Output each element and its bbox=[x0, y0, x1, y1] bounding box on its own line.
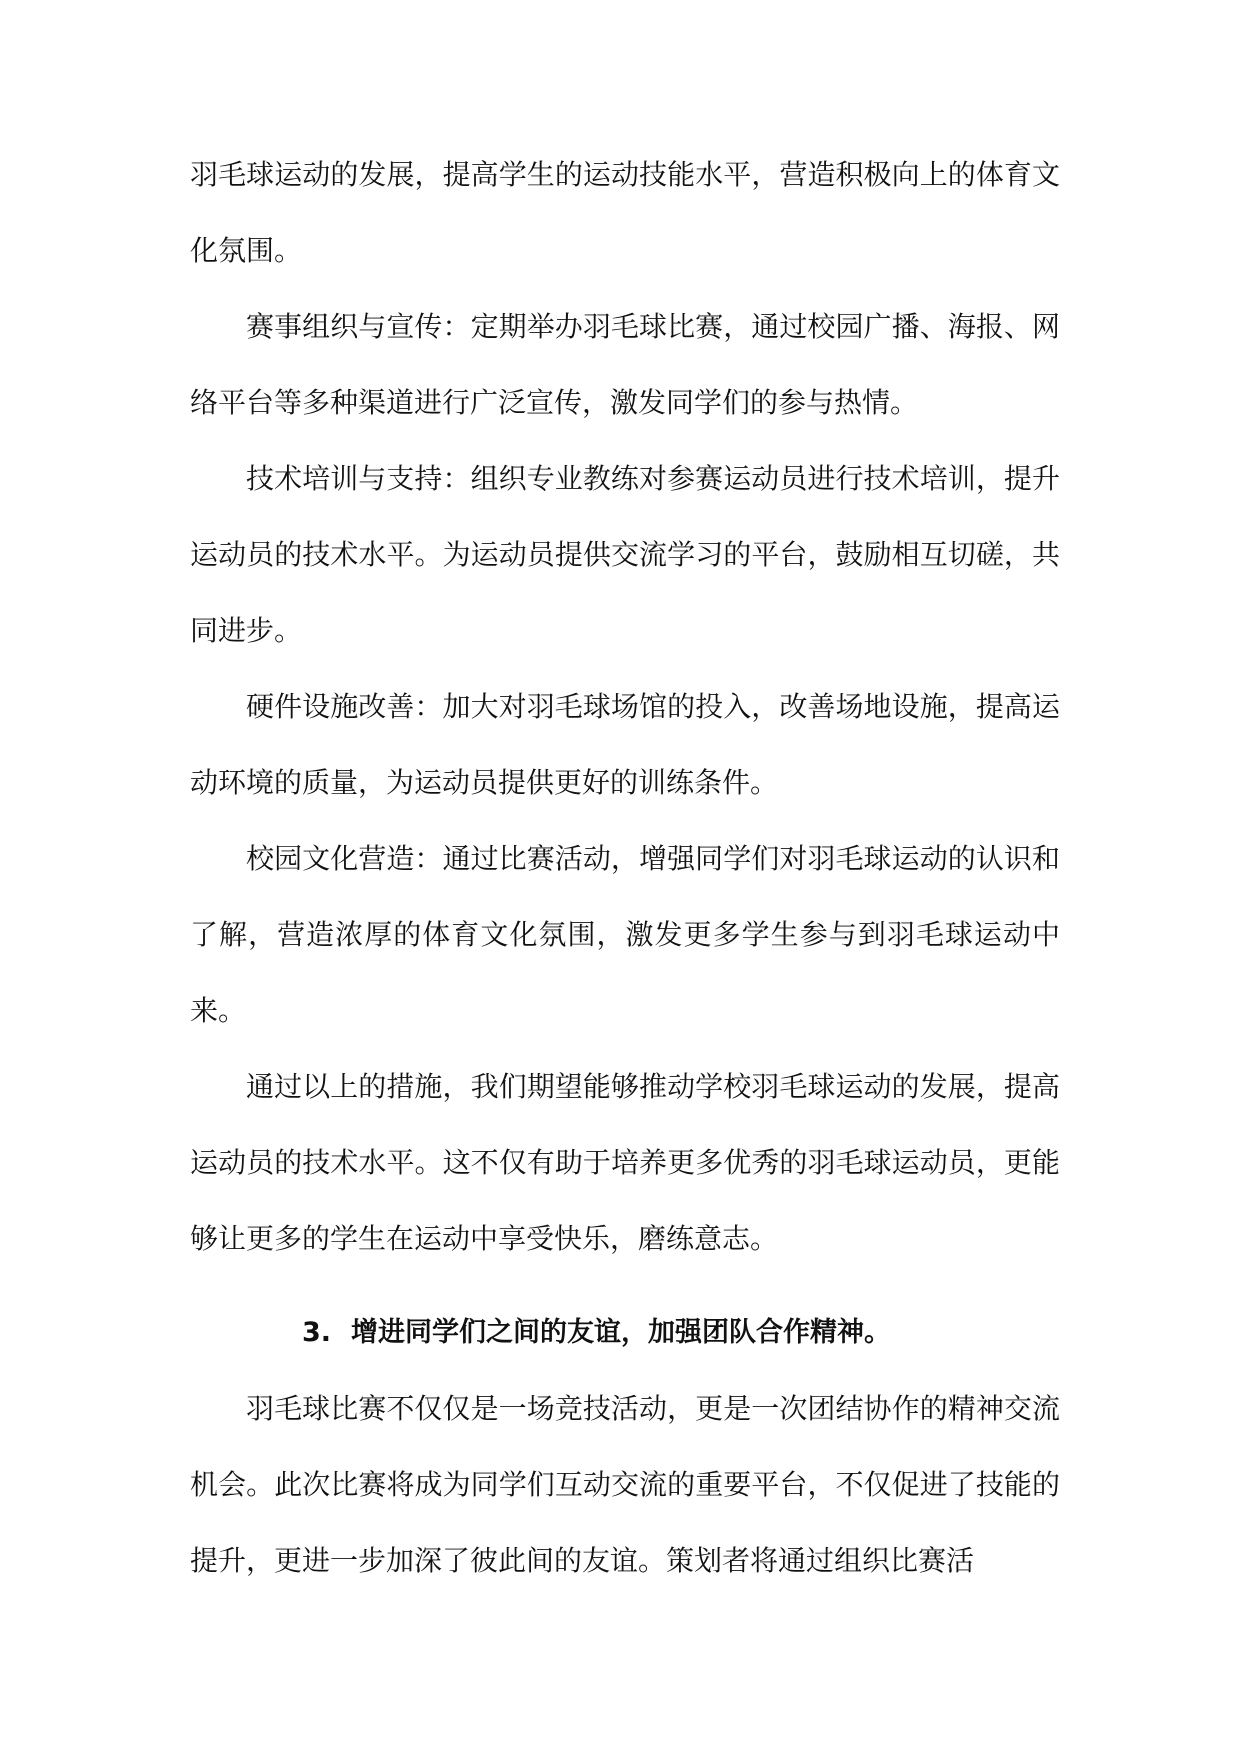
section-heading bbox=[190, 1295, 1060, 1371]
paragraph-friendship: 羽毛球比赛不仅仅是一场竞技活动，更是一次团结协作的精神交流机会。此次比赛将成为同学们互动交流的重要平台，不仅促进了技能的提升，更进一步加深了彼此间的友谊。策划者将通过组织比赛活 bbox=[190, 1392, 1060, 1577]
document-body bbox=[190, 137, 1060, 1599]
paragraph-event-promotion: 赛事组织与宣传：定期举办羽毛球比赛，通过校园广播、海报、网络平台等多种渠道进行广泛宣传，激发同学们的参与热情。 bbox=[190, 310, 1060, 419]
paragraph-facility-improvement: 硬件设施改善：加大对羽毛球场馆的投入，改善场地设施，提高运动环境的质量，为运动员提供更好的训练条件。 bbox=[190, 690, 1060, 799]
paragraph-summary: 通过以上的措施，我们期望能够推动学校羽毛球运动的发展，提高运动员的技术水平。这不仅有助于培养更多优秀的羽毛球运动员，更能够让更多的学生在运动中享受快乐，磨练意志。 bbox=[190, 1070, 1060, 1255]
paragraph-campus-culture: 校园文化营造：通过比赛活动，增强同学们对羽毛球运动的认识和了解，营造浓厚的体育文化氛围，激发更多学生参与到羽毛球运动中来。 bbox=[190, 842, 1060, 1027]
section-title: 增进同学们之间的友谊，加强团队合作精神。 bbox=[351, 1317, 892, 1348]
section-number: 3. bbox=[302, 1317, 332, 1348]
paragraph-technical-training: 技术培训与支持：组织专业教练对参赛运动员进行技术培训，提升运动员的技术水平。为运动员提供交流学习的平台，鼓励相互切磋，共同进步。 bbox=[190, 462, 1060, 647]
paragraph-intro-continuation: 羽毛球运动的发展，提高学生的运动技能水平，营造积极向上的体育文化氛围。 bbox=[190, 158, 1060, 267]
